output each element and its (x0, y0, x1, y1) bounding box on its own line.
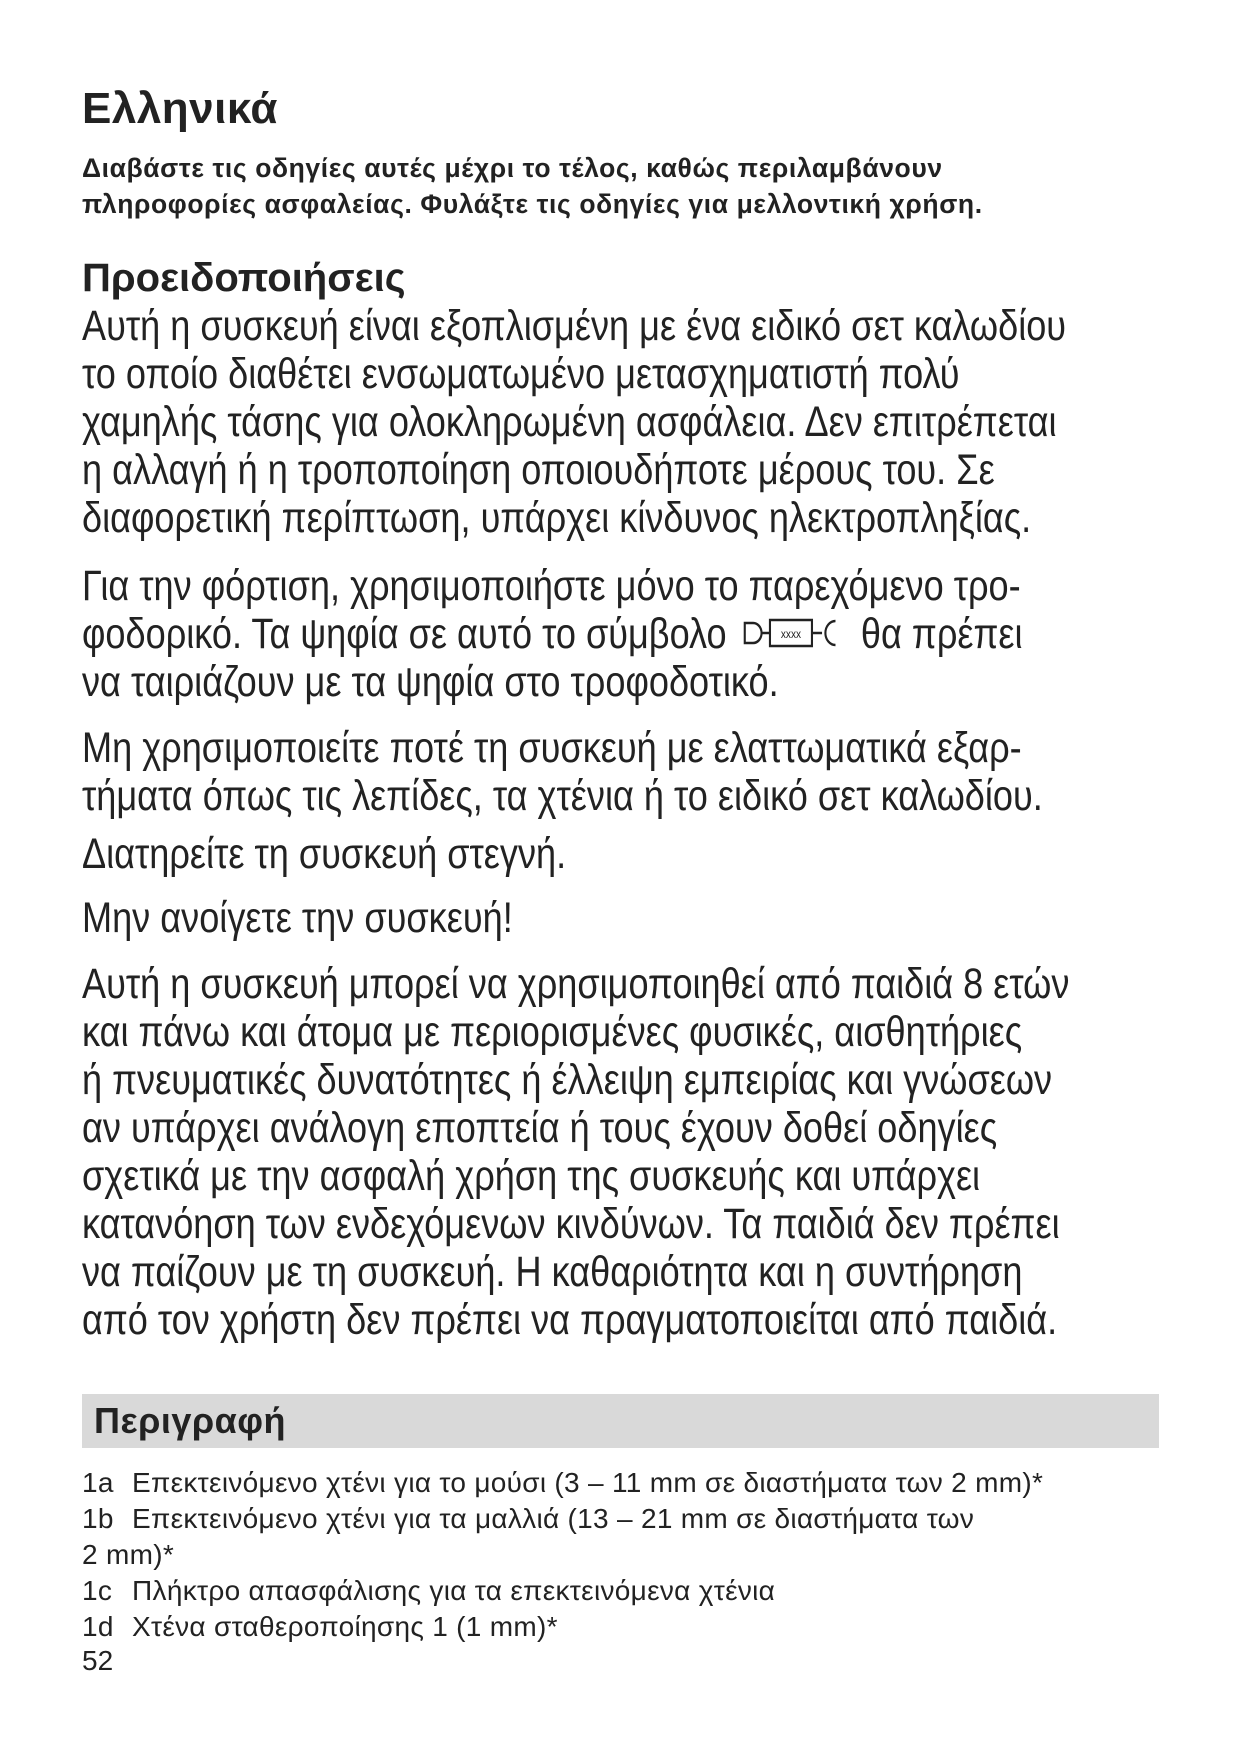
item-number: 1b (82, 1503, 114, 1534)
text-line-with-symbol (82, 610, 1023, 658)
text-line: να παίζουν με τη συσκευή. Η καθαριότητα και η συντήρηση (82, 1248, 1023, 1296)
text-line: σχετικά με την ασφαλή χρήση της συσκευής και υπάρχει (82, 1152, 981, 1200)
language-heading: Ελληνικά (82, 84, 278, 133)
text-line: Αυτή η συσκευή μπορεί να χρησιμοποιηθεί από παιδιά 8 ετών (82, 960, 1070, 1008)
text-line: Μη χρησιμοποιείτε ποτέ τη συσκευή με ελαττωματικά εξαρ- (82, 724, 1022, 772)
text-segment: θα πρέπει (860, 610, 1023, 658)
item-number: 1d (82, 1611, 114, 1642)
text-line: αν υπάρχει ανάλογη εποπτεία ή τους έχουν δοθεί οδηγίες (82, 1104, 998, 1152)
item-number: 1c (82, 1575, 113, 1606)
intro-line: Διαβάστε τις οδηγίες αυτές μέχρι το τέλος, καθώς περιλαμβάνουν (82, 153, 943, 183)
text-line: από τον χρήστη δεν πρέπει να πραγματοποιείται από παιδιά. (82, 1296, 1058, 1344)
item-text: Πλήκτρο απασφάλισης για τα επεκτεινόμενα χτένια (132, 1575, 776, 1606)
list-item (82, 1501, 1172, 1537)
text-line: η αλλαγή ή η τροποποίηση οποιουδήποτε μέρους του. Σε (82, 446, 995, 494)
list-item (82, 1465, 1172, 1501)
text-line: Διατηρείτε τη συσκευή στεγνή. (82, 830, 567, 878)
text-line: το οποίο διαθέτει ενσωματωμένο μετασχηματιστή πολύ (82, 350, 960, 398)
paragraph-cord-set (82, 302, 1172, 542)
text-line: τήματα όπως τις λεπίδες, τα χτένια ή το ειδικό σετ καλωδίου. (82, 772, 1043, 820)
text-line: ή πνευματικές δυνατότητες ή έλλειψη εμπειρίας και γνώσεων (82, 1056, 1053, 1104)
text-line: Αυτή η συσκευή είναι εξοπλισμένη με ένα ειδικό σετ καλωδίου (82, 302, 1067, 350)
description-title: Περιγραφή (94, 1400, 287, 1441)
paragraph-charging (82, 562, 1172, 706)
text-line: και πάνω και άτομα με περιορισμένες φυσικές, αισθητήριες (82, 1008, 1023, 1056)
page-number: 52 (82, 1645, 114, 1676)
list-item-continuation: 2 mm)* (82, 1539, 175, 1570)
paragraph-children (82, 960, 1172, 1344)
power-supply-symbol-icon (742, 615, 846, 651)
description-header-bar (82, 1394, 1159, 1448)
text-line: Μην ανοίγετε την συσκευή! (82, 894, 513, 942)
paragraph-keep-dry (82, 830, 1172, 878)
text-line: χαμηλής τάσης για ολοκληρωμένη ασφάλεια. Δεν επιτρέπεται (82, 398, 1057, 446)
description-list (82, 1465, 1172, 1645)
symbol-text: xxxx (781, 627, 802, 641)
text-line: να ταιριάζουν με τα ψηφία στο τροφοδοτικό. (82, 658, 779, 706)
item-text: Χτένα σταθεροποίησης 1 (1 mm)* (132, 1611, 558, 1642)
text-line: διαφορετική περίπτωση, υπάρχει κίνδυνος ηλεκτροπληξίας. (82, 494, 1032, 542)
warnings-title: Προειδοποιήσεις (82, 256, 406, 300)
intro-text (82, 150, 983, 222)
item-text: Επεκτεινόμενο χτένι για το μούσι (3 – 11 mm σε διαστήματα των 2 mm)* (132, 1467, 1044, 1498)
list-item (82, 1573, 1172, 1609)
intro-line: πληροφορίες ασφαλείας. Φυλάξτε τις οδηγίες για μελλοντική χρήση. (82, 189, 983, 219)
item-text: Επεκτεινόμενο χτένι για τα μαλλιά (13 – 21 mm σε διαστήματα των (132, 1503, 975, 1534)
text-line: Για την φόρτιση, χρησιμοποιήστε μόνο το παρεχόμενο τρο- (82, 562, 1021, 610)
list-item (82, 1609, 1172, 1645)
paragraph-defective-parts (82, 724, 1172, 820)
item-number: 1a (82, 1467, 114, 1498)
text-line: κατανόηση των ενδεχόμενων κινδύνων. Τα παιδιά δεν πρέπει (82, 1200, 1060, 1248)
text-segment: φοδορικό. Τα ψηφία σε αυτό το σύμβολο (82, 610, 727, 658)
paragraph-do-not-open (82, 894, 1172, 942)
